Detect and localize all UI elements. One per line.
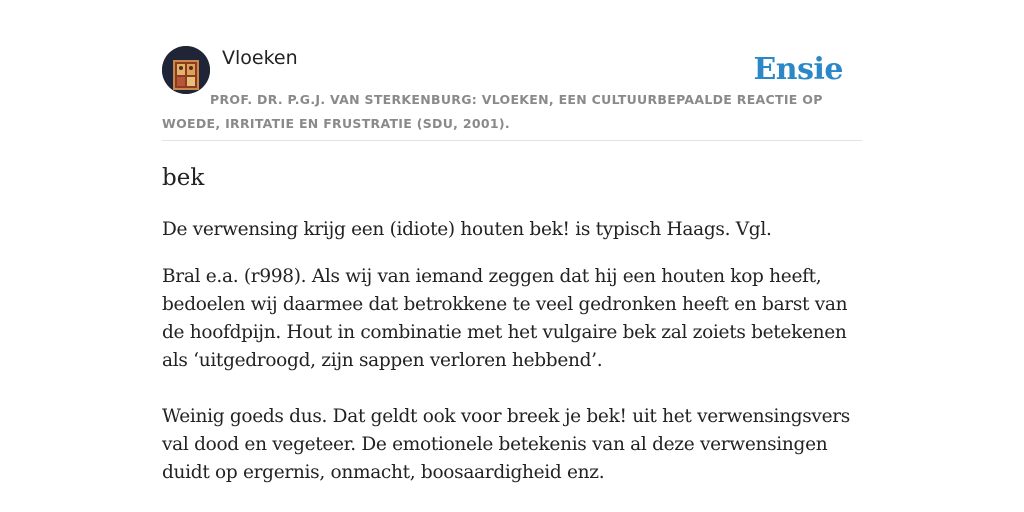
dictionary-header (162, 46, 862, 141)
dictionary-name[interactable]: Vloeken (222, 47, 298, 69)
entry-content (162, 160, 862, 487)
dictionary-avatar[interactable] (162, 46, 210, 94)
source-citation: PROF. DR. P.G.J. VAN STERKENBURG: VLOEKEN, EEN CULTUURBEPAALDE REACTIE OP WOEDE, IRRITATIE EN FRUSTRATIE (SDU, 2001). (162, 92, 823, 131)
entry-title: bek (162, 165, 205, 191)
ensie-logo[interactable]: Ensie (753, 52, 843, 87)
entry-paragraph-1: De verwensing krijg een (idiote) houten bek! is typisch Haags. Vgl. (162, 219, 772, 240)
book-cover-icon (162, 46, 210, 94)
entry-paragraph-2: Bral e.a. (r998). Als wij van iemand zeggen dat hij een houten kop heeft, bedoelen wij daarmee dat betrokkene te veel gedronken heeft en barst van de hoofdpijn. Hout in combinatie met het vulgaire bek zal zoiets betekenen als ‘uitgedroogd, zijn sappen verloren hebbend’. (162, 266, 848, 371)
entry-paragraph-3: Weinig goeds dus. Dat geldt ook voor breek je bek! uit het verwensingsvers val dood en vegeteer. De emotionele betekenis van al deze verwensingen duidt op ergernis, onmacht, boosaardigheid enz. (162, 406, 850, 483)
